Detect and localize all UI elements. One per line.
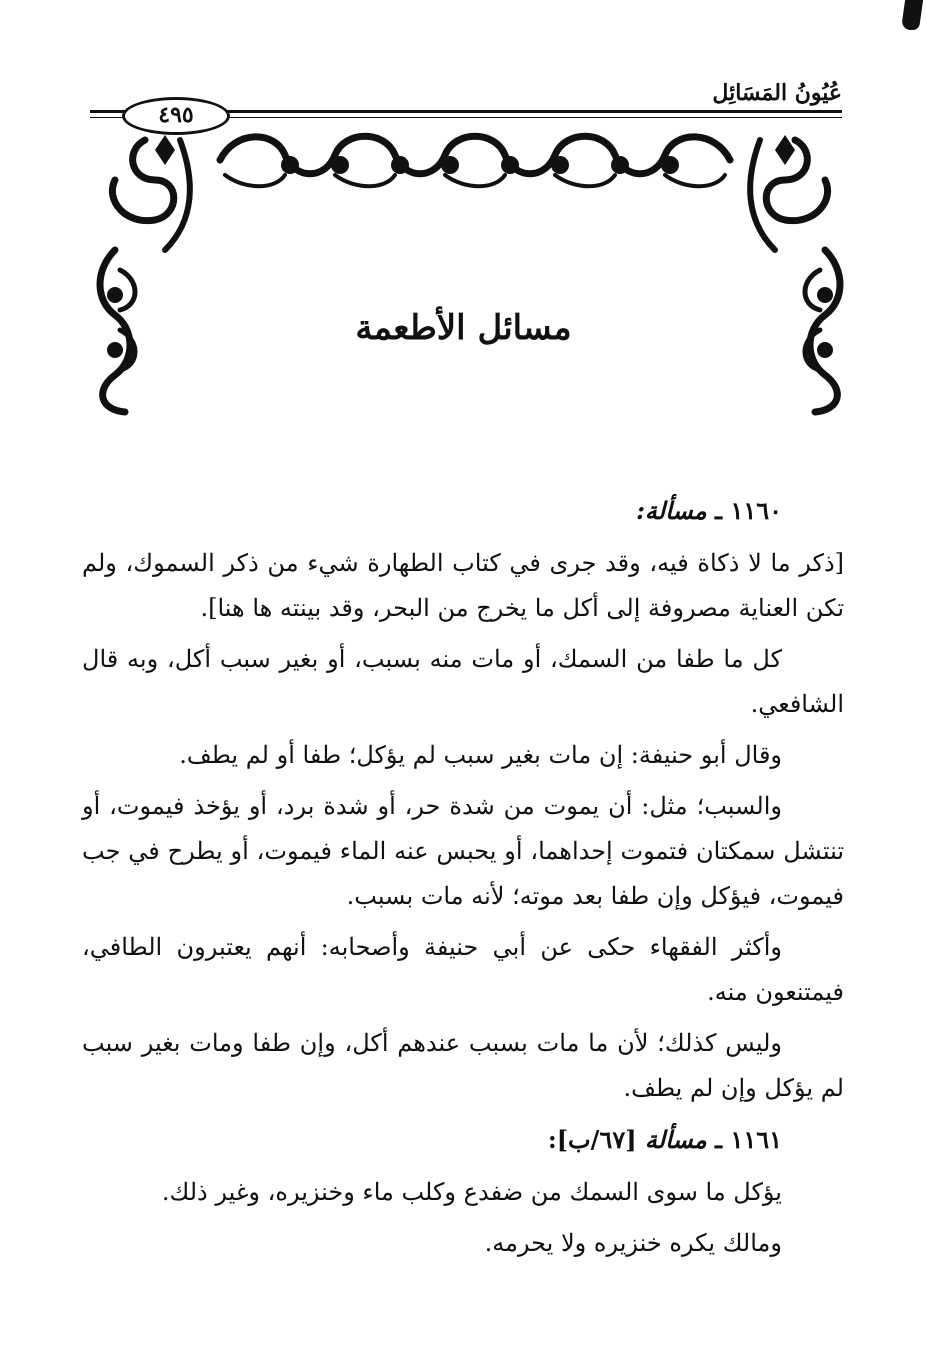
page-body: [82, 488, 844, 1272]
chapter-title: مسائل الأطعمة: [355, 308, 572, 348]
section-number: ١١٦١ ـ: [715, 1125, 782, 1154]
ornament-frame: [85, 120, 855, 420]
paragraph: ومالك يكره خنزيره ولا يحرمه.: [484, 1229, 782, 1257]
paragraph: وقال أبو حنيفة: إن مات بغير سبب لم يؤكل؛ طفا أو لم يطف.: [179, 741, 782, 769]
paragraph: كل ما طفا من السمك، أو مات منه بسبب، أو بغير سبب أكل، وبه قال الشافعي.: [82, 645, 844, 718]
section-label: مسألة: [644, 1125, 707, 1154]
paragraph: [ذكر ما لا ذكاة فيه، وقد جرى في كتاب الطهارة شيء من ذكر السموك، ولم تكن العناية مصروفة إلى أكل ما يخرج من البحر، وقد بينته ها هنا].: [82, 549, 844, 622]
paragraph: والسبب؛ مثل: أن يموت من شدة حر، أو شدة برد، أو يؤخذ فيموت، أو تنتشل سمكتان فتموت إحداهما، أو يحبس عنه الماء فيموت، أو يطرح في جب فيموت، فيؤكل وإن طفا بعد موته؛ لأنه مات بسبب.: [82, 792, 844, 910]
section-heading-1160: [82, 488, 844, 533]
page-number: ٤٩٥: [122, 97, 230, 135]
manuscript-ref: [٦٧/ب]:: [547, 1125, 637, 1154]
paragraph: يؤكل ما سوى السمك من ضفدع وكلب ماء وخنزيره، وغير ذلك.: [161, 1178, 782, 1206]
section-label: مسألة:: [636, 496, 707, 525]
paragraph: وليس كذلك؛ لأن ما مات بسبب عندهم أكل، وإن طفا ومات بغير سبب لم يؤكل وإن لم يطف.: [82, 1029, 844, 1102]
paragraph: وأكثر الفقهاء حكى عن أبي حنيفة وأصحابه: أنهم يعتبرون الطافي، فيمتنعون منه.: [82, 933, 844, 1006]
section-heading-1161: [82, 1117, 844, 1162]
section-number: ١١٦٠ ـ: [715, 496, 782, 525]
running-title: عُيُونُ المَسَائِل: [712, 80, 842, 106]
corner-mark: [901, 0, 923, 30]
